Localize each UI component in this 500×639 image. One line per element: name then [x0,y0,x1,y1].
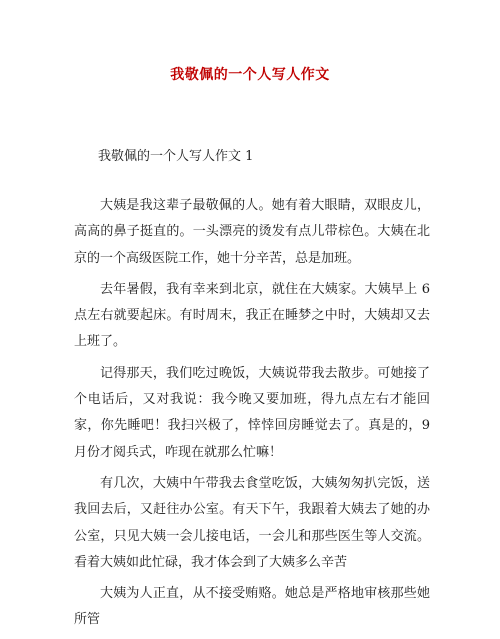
essay-body [74,193,430,639]
paragraph: 大姨为人正直，从不接受贿赂。她总是严格地审核那些她所管 [74,586,430,628]
paragraph: 记得那天，我们吃过晚饭，大姨说带我去散步。可她接了个电话后，又对我说：我今晚又要加班，得九点左右才能回家，你先睡吧！我扫兴极了，悻悻回房睡觉去了。真是的，9 月份才阅兵式，咋现在就那么忙嘛！ [74,365,430,460]
paragraph: 有几次，大姨中午带我去食堂吃饭，大姨匆匆扒完饭，送我回去后，又赶往办公室。有天下午，我跟着大姨去了她的办公室，只见大姨一会儿接电话，一会儿和那些医生等人交流。看着大姨如此忙碌，我才体会到了大姨多么辛苦 [74,475,430,570]
essay-heading: 我敬佩的一个人写人作文 1 [98,149,254,164]
paragraph: 去年暑假，我有幸来到北京，就住在大姨家。大姨早上 6 点左右就要起床。有时周末，我正在睡梦之中时，大姨却又去上班了。 [74,281,430,350]
paragraph: 大姨是我这辈子最敬佩的人。她有着大眼睛，双眼皮儿，高高的鼻子挺直的。一头漂亮的烫发有点儿带棕色。大姨在北京的一个高级医院工作，她十分辛苦，总是加班。 [74,198,430,266]
document-title: 我敬佩的一个人写人作文 [170,67,330,83]
